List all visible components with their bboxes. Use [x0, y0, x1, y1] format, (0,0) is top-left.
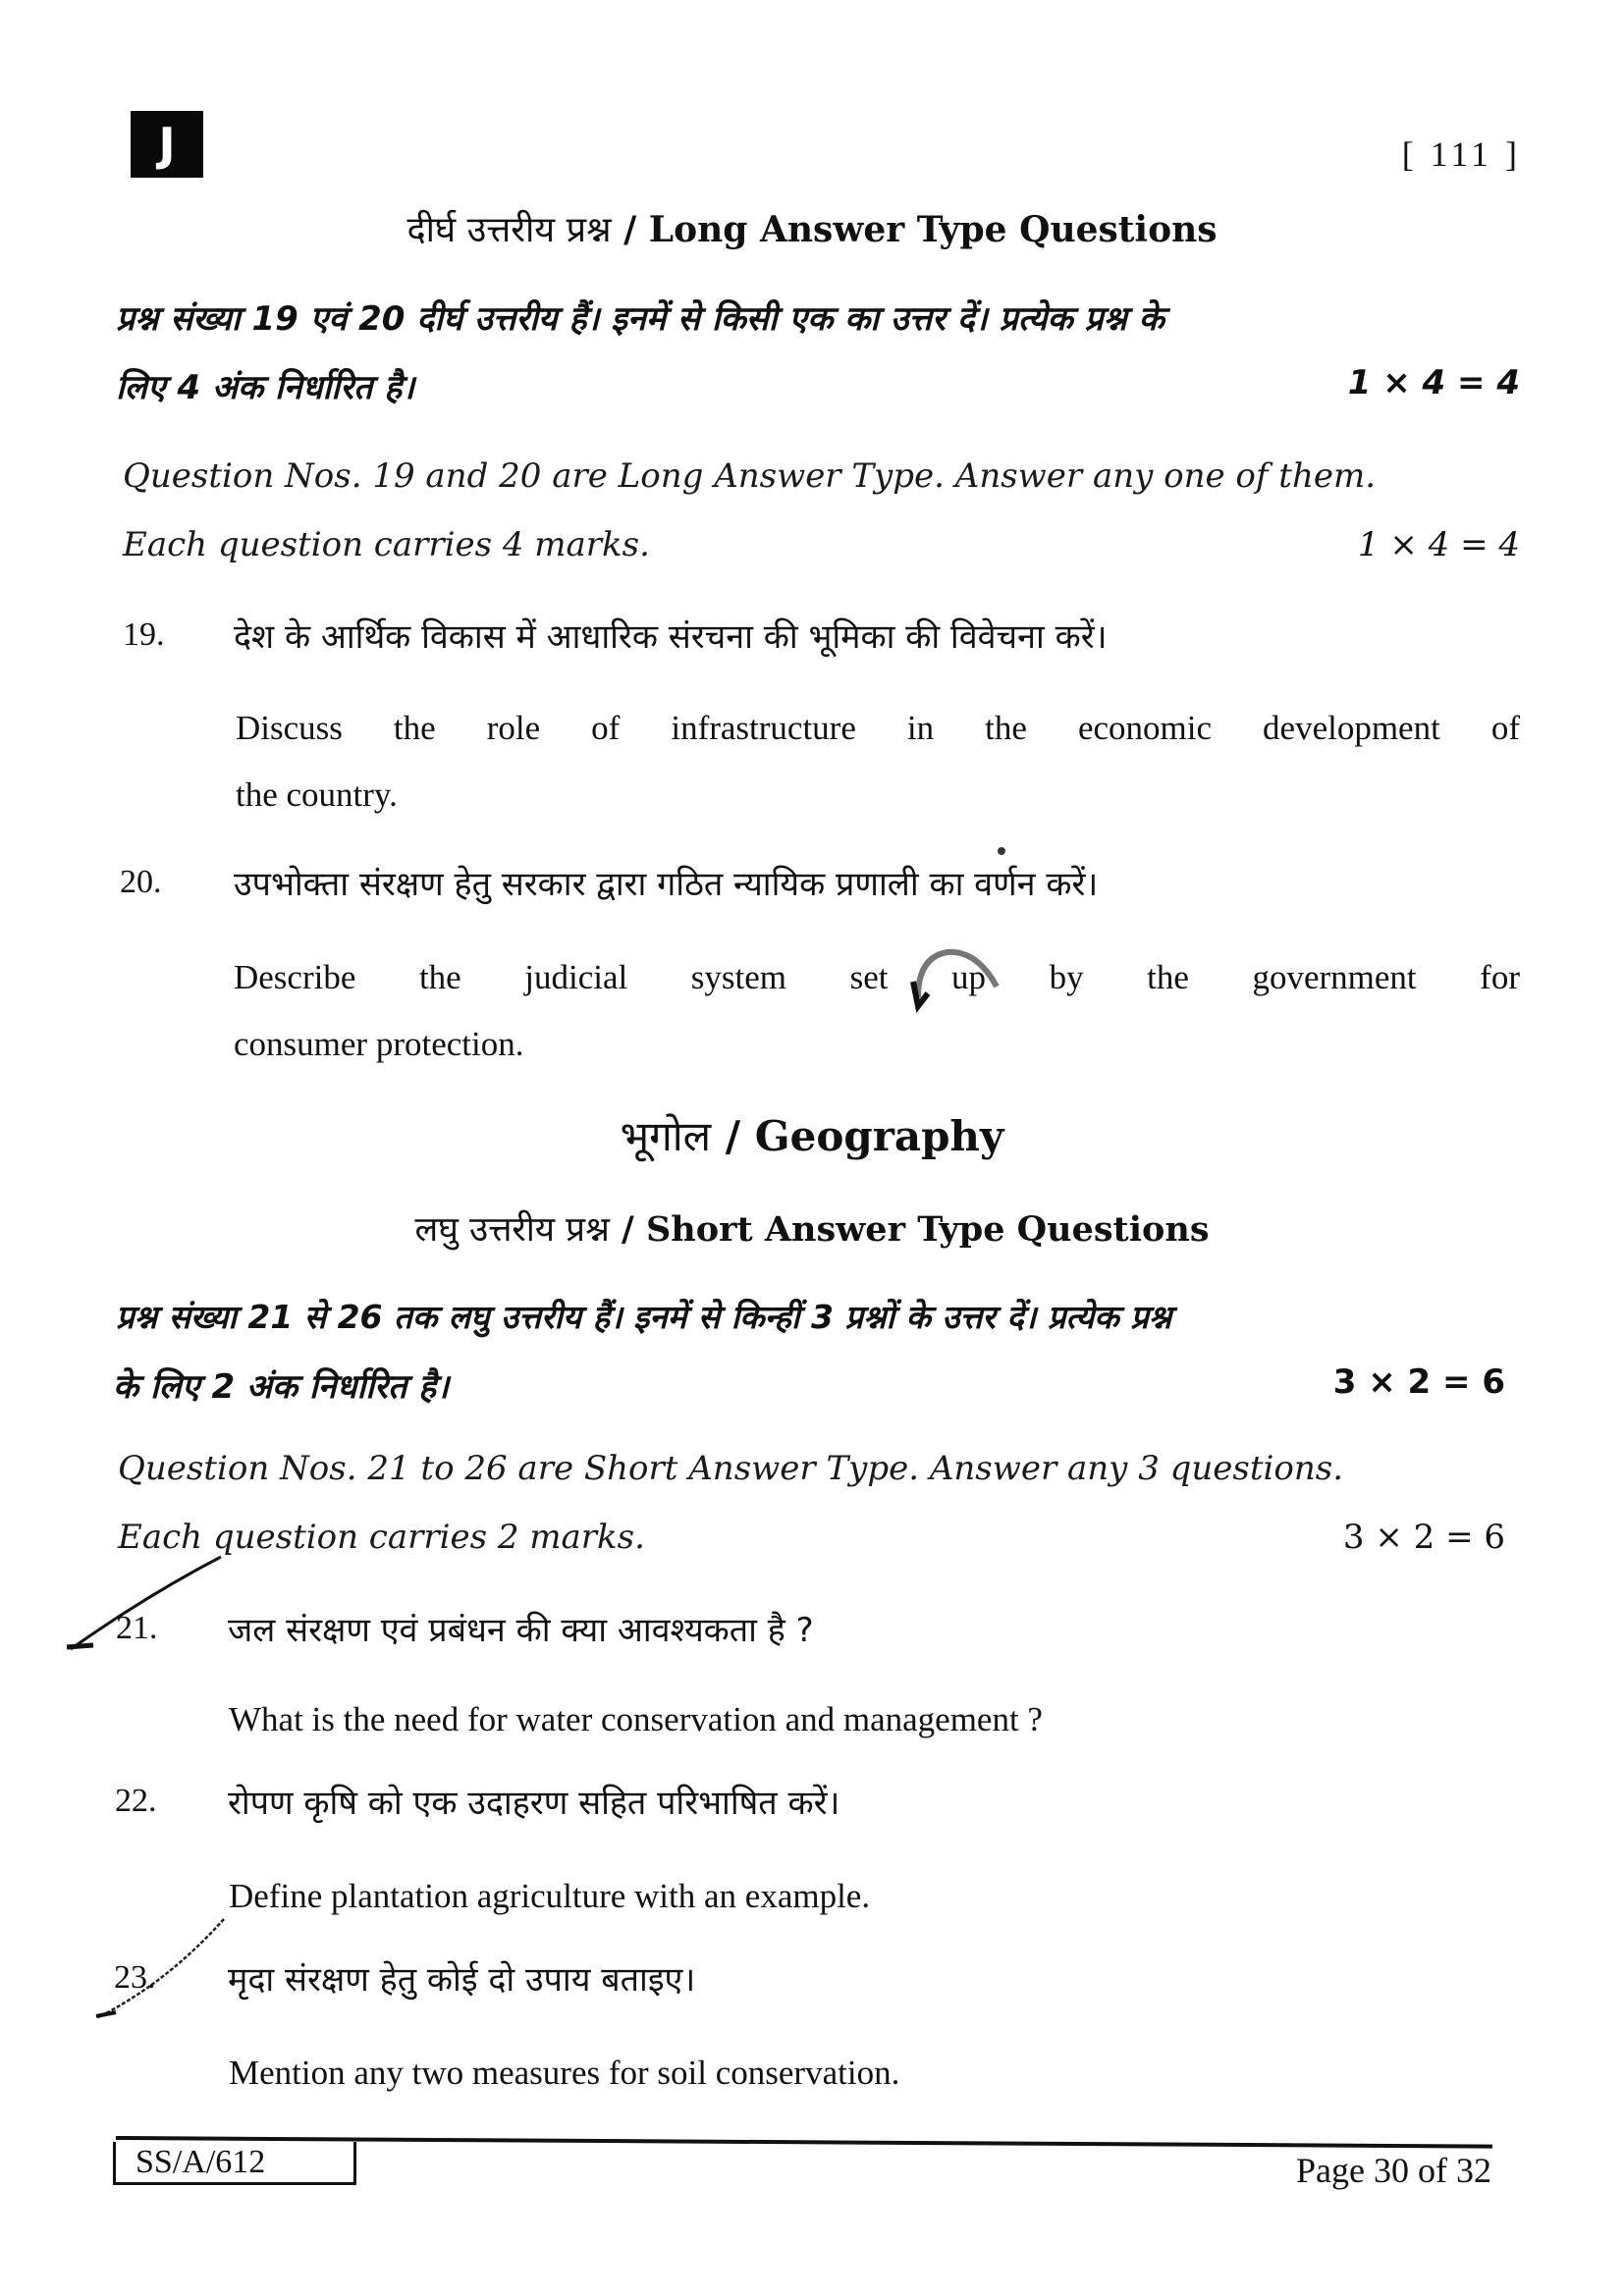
geography-title-english: Geography — [754, 1112, 1004, 1160]
paper-code-box — [113, 2142, 356, 2185]
short-answer-heading-english: Short Answer Type Questions — [646, 1209, 1210, 1250]
long-instruction-hindi-line2-row — [116, 363, 1520, 408]
question-19-english-line2: the country. — [236, 775, 398, 814]
page-number: Page 30 of 32 — [1296, 2151, 1491, 2190]
short-marks-hindi: 3 × 2 = 6 — [1332, 1362, 1505, 1402]
question-20-english-line2: consumer protection. — [234, 1025, 524, 1063]
question-19-english-line1 — [236, 709, 1520, 748]
long-marks-english: 1 × 4 = 4 — [1357, 525, 1520, 564]
short-marks-english: 3 × 2 = 6 — [1342, 1518, 1505, 1557]
long-answer-heading-english: Long Answer Type Questions — [648, 209, 1218, 250]
long-instruction-english-line2: Each question carries 4 marks. — [123, 525, 650, 564]
question-23-hindi: मृदा संरक्षण हेतु कोई दो उपाय बताइए। — [228, 1960, 696, 2000]
question-19-hindi: देश के आर्थिक विकास में आधारिक संरचना की भूमिका की विवेचना करें। — [234, 617, 1108, 657]
question-22-hindi: रोपण कृषि को एक उदाहरण सहित परिभाषित करें। — [228, 1784, 840, 1823]
geography-title-hindi: भूगोल — [620, 1112, 712, 1160]
question-20-hindi: उपभोक्ता संरक्षण हेतु सरकार द्वारा गठित न्यायिक प्रणाली का वर्णन करें। — [234, 865, 1099, 904]
question-21-english: What is the need for water conservation and management ? — [229, 1700, 1043, 1738]
question-20-english-line1 — [234, 958, 1520, 997]
short-answer-heading-hindi: लघु उत्तरीय प्रश्न — [414, 1210, 610, 1250]
question-number-21: 21. — [116, 1610, 158, 1646]
long-instruction-english-line1: Question Nos. 19 and 20 are Long Answer Type. Answer any one of them. — [123, 456, 1377, 496]
tick-mark-q23-hook — [96, 2012, 116, 2016]
short-instruction-hindi-line1: प्रश्न संख्या 21 से 26 तक लघु उत्तरीय हैं। इनमें से किन्हीं 3 प्रश्नों के उत्तर दें। प्रत्येक प्रश्न — [116, 1298, 1172, 1336]
short-answer-heading — [0, 1205, 1624, 1252]
paper-code: SS/A/612 — [135, 2143, 266, 2180]
question-number-22: 22. — [115, 1783, 157, 1819]
heading-separator: / — [611, 209, 649, 250]
question-22-english: Define plantation agriculture with an example. — [229, 1877, 871, 1915]
short-instruction-hindi-line2: के लिए 2 अंक निर्धारित है। — [113, 1367, 450, 1407]
short-instruction-english-line2-row — [118, 1518, 1505, 1557]
short-instruction-english-line1: Question Nos. 21 to 26 are Short Answer Type. Answer any 3 questions. — [118, 1449, 1344, 1488]
ink-dot — [998, 847, 1005, 855]
heading-separator: / — [609, 1209, 646, 1250]
tick-mark-q21-hook — [67, 1645, 93, 1647]
long-instruction-hindi-line2: लिए 4 अंक निर्धारित है। — [116, 368, 415, 407]
geography-section-title — [0, 1107, 1624, 1163]
question-number-19: 19. — [123, 616, 165, 653]
page-reference: [ 111 ] — [1401, 134, 1521, 174]
question-23-english: Mention any two measures for soil conservation. — [229, 2054, 900, 2092]
question-21-hindi: जल संरक्षण एवं प्रबंधन की क्या आवश्यकता है ? — [228, 1611, 814, 1650]
question-number-20: 20. — [120, 864, 162, 900]
short-instruction-english-line2: Each question carries 2 marks. — [118, 1518, 645, 1557]
set-code-label: J — [158, 118, 176, 171]
question-number-23: 23. — [114, 1959, 156, 1996]
long-answer-heading-hindi: दीर्घ उत्तरीय प्रश्न — [406, 210, 612, 250]
question-20-english-text: Describe the judicial system set up by the government for — [234, 958, 1520, 996]
title-separator: / — [711, 1112, 755, 1160]
long-marks-hindi: 1 × 4 = 4 — [1347, 363, 1520, 402]
long-instruction-hindi-line1: प्रश्न संख्या 19 एवं 20 दीर्घ उत्तरीय हैं। इनमें से किसी एक का उत्तर दें। प्रत्येक प्रश्न के — [116, 299, 1164, 339]
long-answer-heading — [0, 204, 1624, 252]
long-instruction-english-line2-row — [123, 525, 1520, 564]
short-instruction-hindi-line2-row — [113, 1362, 1505, 1408]
question-19-english-text: Discuss the role of infrastructure in the economic development of — [236, 709, 1520, 747]
set-code-badge — [131, 111, 203, 178]
